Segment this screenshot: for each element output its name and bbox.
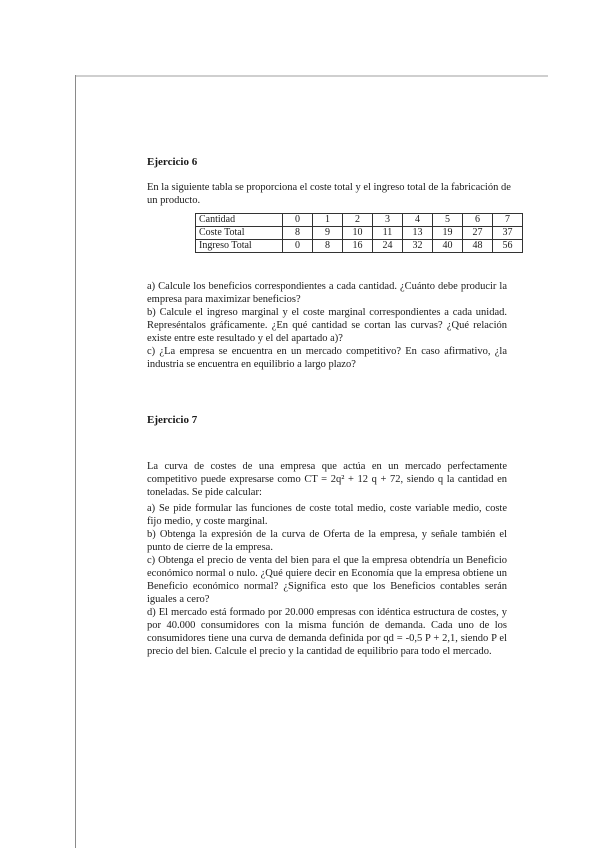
table-cell: 56 bbox=[493, 240, 523, 253]
table-cell: 40 bbox=[433, 240, 463, 253]
table-cell: 2 bbox=[343, 214, 373, 227]
table-cell: 32 bbox=[403, 240, 433, 253]
page-top-border bbox=[75, 75, 548, 77]
exercise-6-title: Ejercicio 6 bbox=[147, 156, 198, 168]
table-cell: 8 bbox=[283, 227, 313, 240]
table-row-header: Coste Total bbox=[196, 227, 283, 240]
table-cell: 11 bbox=[373, 227, 403, 240]
exercise-6-questions bbox=[147, 280, 507, 371]
table-cell: 37 bbox=[493, 227, 523, 240]
table-cell: 9 bbox=[313, 227, 343, 240]
cost-income-table bbox=[195, 213, 523, 253]
exercise-6-question-b: b) Calcule el ingreso marginal y el coste marginal correspondientes a cada unidad. Represéntalos gráficamente. ¿En qué cantidad se cortan las curvas? ¿Qué relación existe entre este resultado y el del apartado a)? bbox=[147, 307, 507, 344]
exercise-7-question-b: b) Obtenga la expresión de la curva de Oferta de la empresa, y señale también el punto de cierre de la empresa. bbox=[147, 529, 507, 553]
table-row-header: Ingreso Total bbox=[196, 240, 283, 253]
table-cell: 24 bbox=[373, 240, 403, 253]
exercise-7-intro: La curva de costes de una empresa que actúa en un mercado perfectamente competitivo puede expresarse como CT = 2q² + 12 q + 72, siendo q la cantidad en toneladas. Se pide calcular: bbox=[147, 461, 507, 498]
table-cell: 6 bbox=[463, 214, 493, 227]
page-left-border bbox=[75, 75, 76, 848]
table-cell: 0 bbox=[283, 240, 313, 253]
table-cell: 48 bbox=[463, 240, 493, 253]
table-cell: 5 bbox=[433, 214, 463, 227]
exercise-6-question-a: a) Calcule los beneficios correspondientes a cada cantidad. ¿Cuánto debe producir la empresa para maximizar beneficios? bbox=[147, 281, 507, 305]
table-cell: 4 bbox=[403, 214, 433, 227]
table-cell: 16 bbox=[343, 240, 373, 253]
table-cell: 10 bbox=[343, 227, 373, 240]
table-cell: 19 bbox=[433, 227, 463, 240]
table-cell: 3 bbox=[373, 214, 403, 227]
exercise-6-intro: En la siguiente tabla se proporciona el coste total y el ingreso total de la fabricación de un producto. bbox=[147, 182, 511, 206]
exercise-7-title: Ejercicio 7 bbox=[147, 414, 198, 426]
table-row-header: Cantidad bbox=[196, 214, 283, 227]
table-cell: 7 bbox=[493, 214, 523, 227]
table-cell: 13 bbox=[403, 227, 433, 240]
table-cell: 0 bbox=[283, 214, 313, 227]
table-cell: 1 bbox=[313, 214, 343, 227]
table-row bbox=[196, 240, 523, 253]
table-cell: 8 bbox=[313, 240, 343, 253]
table-row bbox=[196, 214, 523, 227]
exercise-7-question-a: a) Se pide formular las funciones de coste total medio, coste variable medio, coste fijo medio, y coste marginal. bbox=[147, 503, 507, 527]
exercise-7-question-c: c) Obtenga el precio de venta del bien para el que la empresa obtendría un Beneficio económico normal o nulo. ¿Qué quiere decir en Economía que la empresa obtiene un Beneficio económico normal? ¿Significa esto que los Beneficios contables serán iguales a cero? bbox=[147, 555, 507, 605]
table-cell: 27 bbox=[463, 227, 493, 240]
exercise-7-questions bbox=[147, 502, 507, 658]
table-row bbox=[196, 227, 523, 240]
exercise-7-question-d: d) El mercado está formado por 20.000 empresas con idéntica estructura de costes, y por 40.000 consumidores con la misma función de demanda. Cada uno de los consumidores tiene una curva de demanda definida por qd = -0,5 P + 2,1, siendo P el precio del bien. Calcule el precio y la cantidad de equilibrio para todo el mercado. bbox=[147, 607, 507, 657]
exercise-6-question-c: c) ¿La empresa se encuentra en un mercado competitivo? En caso afirmativo, ¿la industria se encuentra en equilibrio a largo plazo? bbox=[147, 346, 507, 370]
